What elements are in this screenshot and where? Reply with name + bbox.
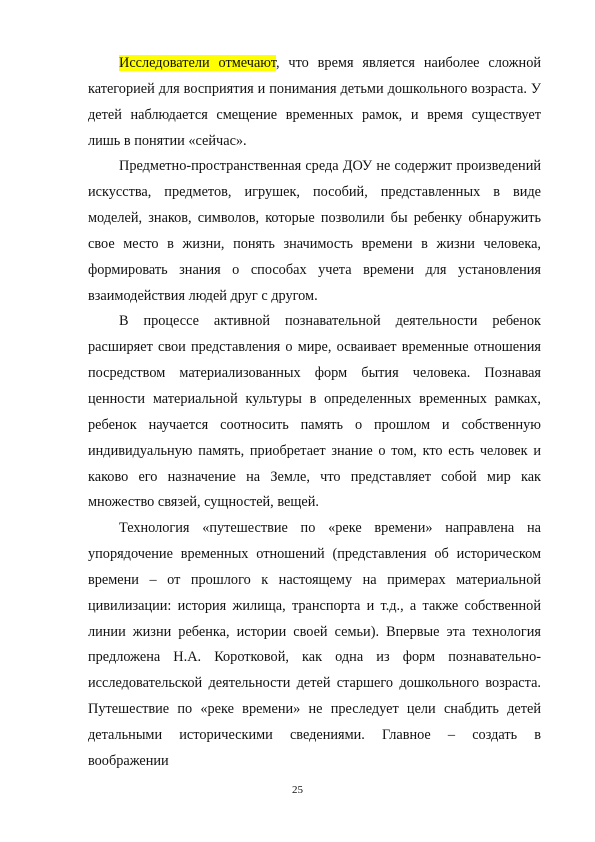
paragraph-2: Предметно-пространственная среда ДОУ не содержит произведений искусства, предметов, игрушек, пособий, представленных в виде моделей, знаков, символов, которые позволили бы ребенку обнаружить свое место в жизни, понять значимость времени в жизни человека, формировать знания о способах учета времени для установления взаимодействия людей друг с другом. [88,158,541,304]
highlighted-phrase: Исследователи отмечают [119,55,276,71]
paragraph-4: Технология «путешествие по «реке времени» направлена на упорядочение временных отношений (представления об историческом времени – от прошлого к настоящему на примерах материальной цивилизации: история жилища, транспорта и т.д., а также собственной линии жизни ребенка, истории своей семьи). Впервые эта технология предложена Н.А. Коротковой, как одна из форм познавательно-исследовательской деятельности детей старшего дошкольного возраста. Путешествие по «реке времени» не преследует цели снабдить детей детальными историческими сведениями. Главное – создать в воображении [88,520,541,769]
body-text [88,51,541,775]
paragraph-1 [88,51,541,154]
page-number: 25 [292,784,303,796]
paragraph-3: В процессе активной познавательной деятельности ребенок расширяет свои представления о мире, осваивает временные отношения посредством материализованных форм бытия человека. Познавая ценности материальной культуры в определенных временных рамках, ребенок научается соотносить память о прошлом и собственную индивидуальную память, приобретает знание о том, кто есть человек и каково его назначение на Земле, что представляет собой мир как множество связей, сущностей, вещей. [88,313,541,511]
paragraph-1-text: , что время является наиболее сложной категорией для восприятия и понимания детьми дошкольного возраста. У детей наблюдается смещение временных рамок, и время существует лишь в понятии «сейчас». [88,55,541,149]
